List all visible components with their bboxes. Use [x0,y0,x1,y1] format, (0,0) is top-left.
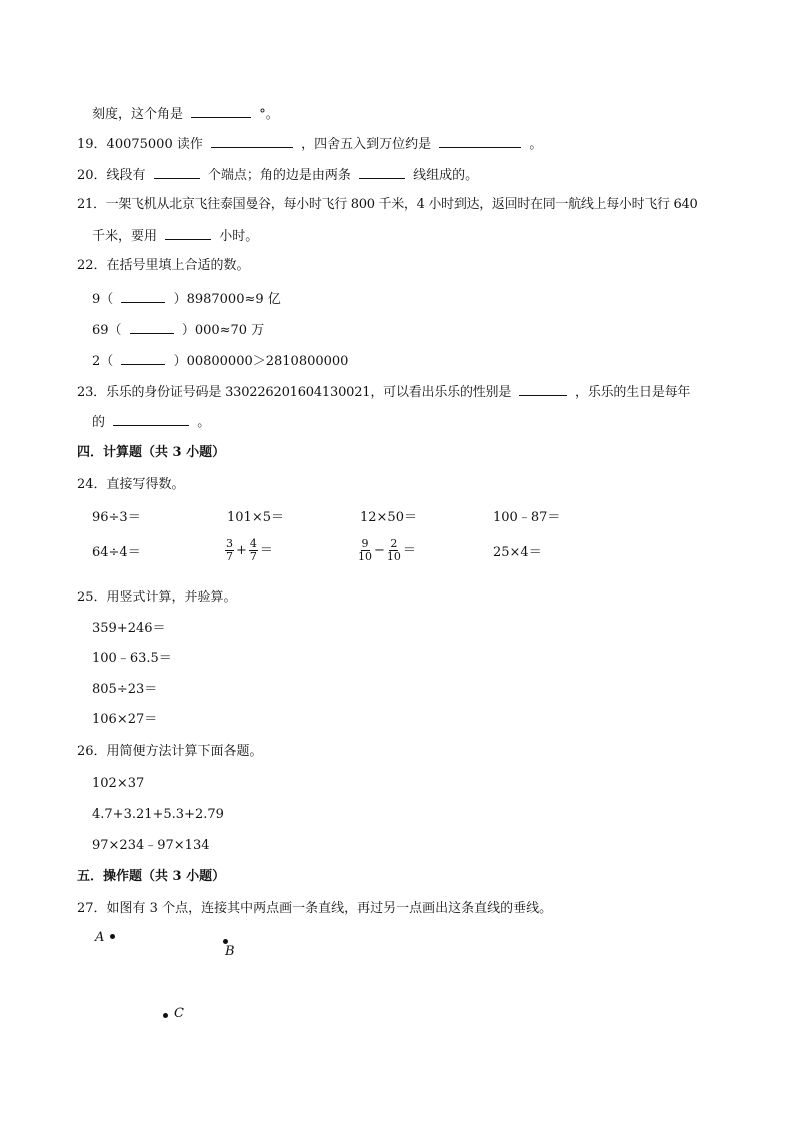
answer-blank[interactable] [154,165,200,179]
calc-item: 96÷3＝ [92,510,141,525]
calc-item: 12×50＝ [360,510,417,525]
answer-blank[interactable] [121,351,165,365]
answer-blank[interactable] [519,382,567,396]
point-c-dot[interactable] [163,1013,168,1018]
answer-blank[interactable] [191,104,251,118]
answer-blank[interactable] [130,320,174,334]
answer-blank[interactable] [211,134,293,148]
question-22-title: 22．在括号里填上合适的数。 [77,258,250,273]
calc-item: 64÷4＝ [92,545,141,560]
section-heading: 五．操作题（共 3 小题） [77,869,226,884]
point-a-dot[interactable] [110,934,115,939]
answer-blank[interactable] [113,412,189,426]
question-20: 20．线段有 个端点；角的边是由两条 线组成的。 [77,165,478,185]
calc-item: 106×27＝ [92,712,158,727]
calc-item: 4.7+3.21+5.3+2.79 [92,807,224,822]
q18-tail: 刻度，这个角是 °。 [92,104,279,124]
answer-blank[interactable] [359,165,405,179]
calc-item: 101×5＝ [227,510,284,525]
answer-blank[interactable] [165,226,211,240]
point-label-a: A [95,930,105,945]
question-22-row: 9（ ）8987000≈9 亿 [92,289,281,309]
question-21-line1: 21．一架飞机从北京飞往泰国曼谷，每小时飞行 800 千米，4 小时到达，返回时在同一航线上每小时飞行 640 [77,197,698,212]
point-label-c: C [174,1006,184,1021]
answer-blank[interactable] [439,134,521,148]
fraction: $\frac{3}{7}$ [226,537,233,563]
question-23-line2: 的 。 [92,412,210,432]
question-22-row: 69（ ）000≈70 万 [92,320,264,340]
question-24-title: 24．直接写得数。 [77,477,185,492]
calc-item: 102×37 [92,776,145,791]
calc-item: 805÷23＝ [92,682,158,697]
question-25-title: 25．用竖式计算，并验算。 [77,590,237,605]
answer-blank[interactable] [121,289,165,303]
question-19: 19．40075000 读作 ，四舍五入到万位约是 。 [77,134,542,154]
fraction-calc-item: $\frac{3}{7}$ + $\frac{4}{7}$ ＝ [226,537,273,563]
calc-item: 100﹣63.5＝ [92,651,172,666]
question-23-line1: 23．乐乐的身份证号码是 330226201604130021，可以看出乐乐的性别是 ，乐乐的生日是每年 [77,382,690,402]
fraction: $\frac{4}{7}$ [249,537,257,563]
calc-item: 25×4＝ [493,545,542,560]
calc-item: 359+246＝ [92,621,166,636]
question-21-line2: 千米，要用 小时。 [92,226,258,246]
calc-item: 97×234﹣97×134 [92,838,210,853]
fraction-calc-item: $\frac{9}{10}$ − $\frac{2}{10}$ ＝ [358,537,416,563]
fraction: $\frac{2}{10}$ [386,537,401,563]
question-27-title: 27．如图有 3 个点，连接其中两点画一条直线，再过另一点画出这条直线的垂线。 [77,901,553,916]
question-22-row: 2（ ）00800000＞2810800000 [92,351,348,371]
fraction: $\frac{9}{10}$ [358,537,372,563]
point-label-b: B [225,944,235,959]
calc-item: 100﹣87＝ [493,510,561,525]
section-heading: 四．计算题（共 3 小题） [77,445,226,460]
question-26-title: 26．用简便方法计算下面各题。 [77,744,263,759]
